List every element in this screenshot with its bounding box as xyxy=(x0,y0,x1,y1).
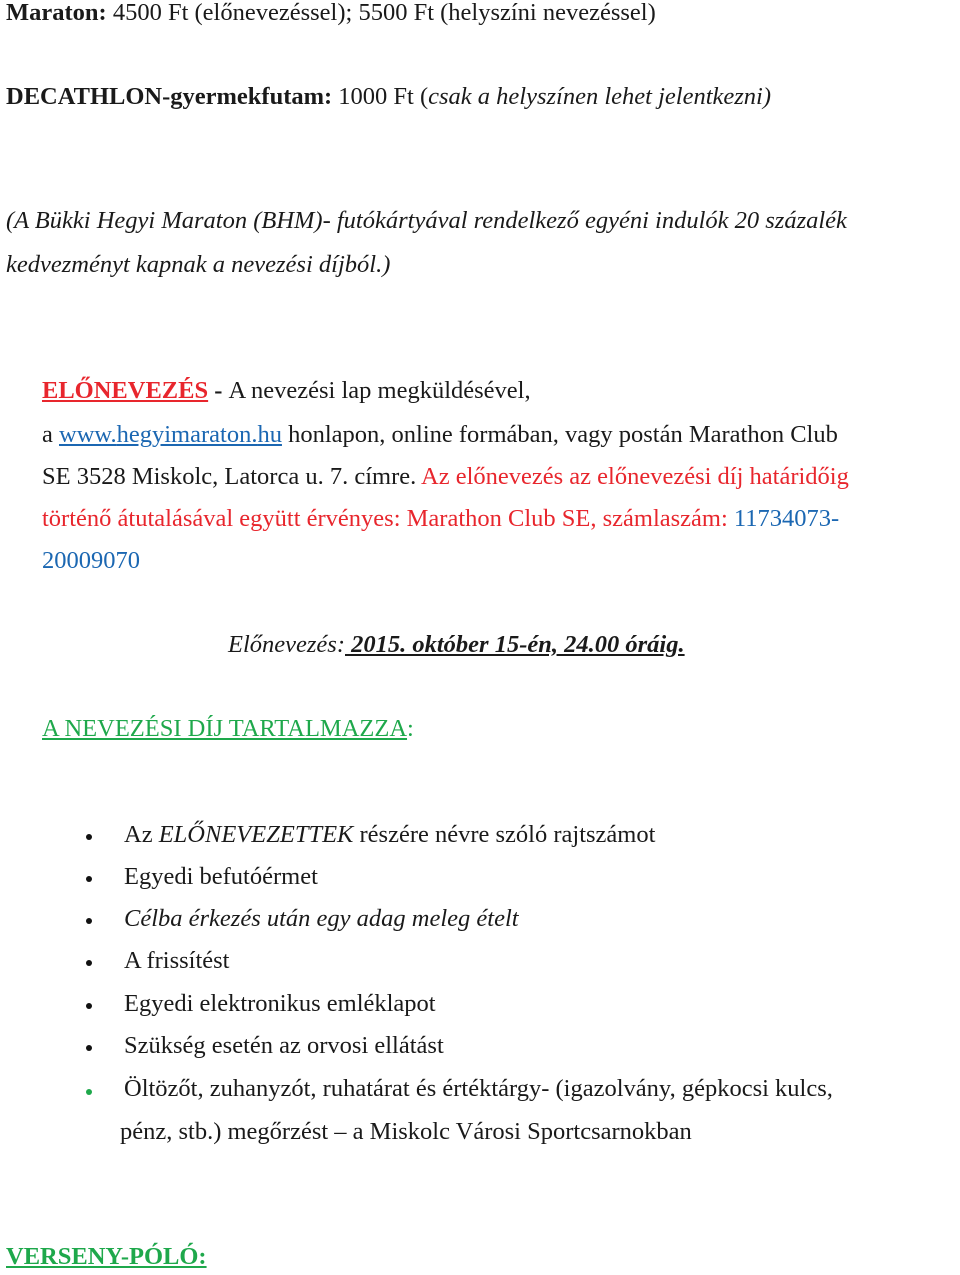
prereg-dash: - xyxy=(208,377,229,404)
includes-heading-colon: : xyxy=(407,715,414,742)
bullet-icon xyxy=(86,960,92,966)
discount-note-line-1: (A Bükki Hegyi Maraton (BHM)- futókártyával rendelkező egyéni indulók 20 százalék xyxy=(6,207,847,234)
bank-account-part-2: 20009070 xyxy=(42,547,140,574)
marathon-fee-line xyxy=(6,0,656,28)
prereg-line-1 xyxy=(42,376,531,406)
kids-run-fee-text: 1000 Ft ( xyxy=(332,83,429,110)
list-item-text: Egyedi elektronikus emléklapot xyxy=(124,990,436,1017)
prereg-deadline-line xyxy=(228,630,685,660)
marathon-fee-label: Maraton: xyxy=(6,0,107,26)
kids-run-fee-label: DECATHLON-gyermekfutam: xyxy=(6,83,333,110)
prereg-line-4 xyxy=(42,504,839,534)
marathon-fee-text: 4500 Ft (előnevezéssel); 5500 Ft (helyszíni nevezéssel) xyxy=(106,0,656,26)
list-item-text: Célba érkezés után egy adag meleg ételt xyxy=(124,905,519,932)
bullet-icon xyxy=(86,1045,92,1051)
discount-note-line-2: kedvezményt kapnak a nevezési díjból.) xyxy=(6,251,391,278)
prereg-heading: ELŐNEVEZÉS xyxy=(42,377,209,404)
prereg-validity-text: Az előnevezés az előnevezési díj határidőig xyxy=(421,463,849,490)
prereg-address: SE 3528 Miskolc, Latorca u. 7. címre. xyxy=(42,463,421,490)
website-link-tld: hu xyxy=(257,421,282,448)
bullet-icon xyxy=(86,1003,92,1009)
includes-heading-line xyxy=(42,714,414,744)
prereg-line-3 xyxy=(42,462,849,492)
list-item-text-continued: pénz, stb.) megőrzést – a Miskolc Városi Sportcsarnokban xyxy=(120,1118,692,1145)
list-item-text-b: részére névre szóló rajtszámot xyxy=(353,821,656,848)
includes-heading: A NEVEZÉSI DÍJ TARTALMAZZA xyxy=(42,715,408,742)
prereg-line1-text: A nevezési lap megküldésével, xyxy=(228,377,531,404)
list-item-text xyxy=(124,820,655,850)
bullet-icon xyxy=(86,1089,92,1095)
website-link[interactable] xyxy=(59,421,282,448)
kids-run-fee-line xyxy=(6,82,771,112)
prereg-line2-prefix: a xyxy=(42,421,59,448)
website-link-www: www. xyxy=(59,421,117,448)
prereg-deadline-label: Előnevezés: xyxy=(228,631,345,658)
list-item-text: Öltözőt, zuhanyzót, ruhatárat és értéktárgy- (igazolvány, gépkocsi kulcs, xyxy=(124,1075,833,1102)
list-item-text: Egyedi befutóérmet xyxy=(124,863,318,890)
list-item-text-italic: ELŐNEVEZETTEK xyxy=(158,821,354,848)
prereg-deadline-value: 2015. október 15-én, 24.00 óráig. xyxy=(345,631,685,658)
bank-account-part-1: 11734073- xyxy=(733,505,840,532)
kids-run-fee-note: csak a helyszínen lehet jelentkezni) xyxy=(428,83,772,110)
prereg-transfer-text: történő átutalásával együtt érvényes: Marathon Club SE, számlaszám: xyxy=(42,505,734,532)
bullet-icon xyxy=(86,918,92,924)
list-item-text-a: Az xyxy=(124,821,159,848)
prereg-line2-text: honlapon, online formában, vagy postán Marathon Club xyxy=(281,421,838,448)
website-link-domain: hegyimaraton. xyxy=(116,421,258,448)
bullet-icon xyxy=(86,834,92,840)
list-item-text: A frissítést xyxy=(124,947,230,974)
bullet-icon xyxy=(86,876,92,882)
list-item-text: Szükség esetén az orvosi ellátást xyxy=(124,1032,444,1059)
shirt-heading: VERSENY-PÓLÓ: xyxy=(6,1243,207,1270)
prereg-line-2 xyxy=(42,420,838,450)
